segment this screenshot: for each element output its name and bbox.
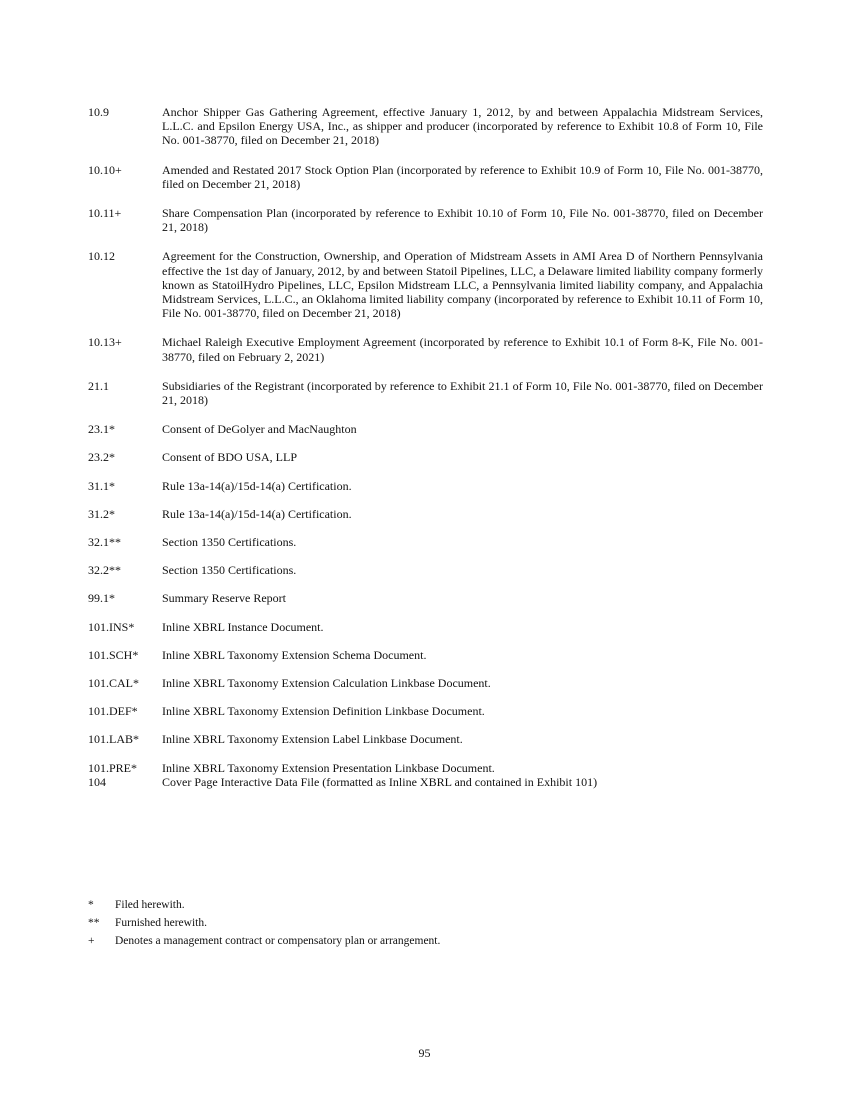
exhibit-description: Section 1350 Certifications. [162,563,297,578]
exhibit-number: 101.INS* [88,619,135,634]
exhibit-number: 101.PRE* [88,760,138,775]
exhibit-description: Subsidiaries of the Registrant (incorporated by reference to Exhibit 21.1 of Form 10, File No. 001-38770, filed on December 21, 2018) [162,378,763,408]
exhibit-description: Anchor Shipper Gas Gathering Agreement, effective January 1, 2012, by and between Appalachia Midstream Services, L.L.C. and Epsilon Energy USA, Inc., as shipper and producer (incorporated by reference to Exhibit 10.8 of Form 10, File No. 001-38770, filed on December 21, 2018) [162,105,763,148]
footnotes [88,898,763,952]
exhibit-number: 10.10+ [88,162,122,177]
exhibit-number: 23.2* [88,450,115,465]
exhibit-row [88,563,763,577]
exhibit-number: 32.2** [88,563,121,578]
exhibit-row [88,450,763,464]
exhibit-number: 10.13+ [88,335,122,350]
exhibit-number: 10.9 [88,105,109,119]
exhibit-row [88,206,763,234]
exhibit-description: Cover Page Interactive Data File (formatted as Inline XBRL and contained in Exhibit 101) [162,774,598,789]
exhibit-row [88,507,763,521]
exhibit-row [88,704,763,718]
exhibit-row [88,761,763,775]
footnote-text: Filed herewith. [115,899,185,911]
footnote [88,934,763,948]
footnote [88,916,763,930]
exhibit-number: 23.1* [88,422,115,437]
exhibit-description: Rule 13a-14(a)/15d-14(a) Certification. [162,506,352,521]
exhibit-description: Consent of DeGolyer and MacNaughton [162,422,357,437]
exhibit-list [88,105,763,789]
exhibit-description: Inline XBRL Instance Document. [162,619,324,634]
exhibit-description: Inline XBRL Taxonomy Extension Calculation Linkbase Document. [162,676,491,691]
footnote-mark: ** [88,917,100,929]
exhibit-description: Inline XBRL Taxonomy Extension Definition Linkbase Document. [162,704,485,719]
exhibit-number: 32.1** [88,535,121,550]
footnote-text: Denotes a management contract or compensatory plan or arrangement. [115,935,441,947]
exhibit-description: Inline XBRL Taxonomy Extension Presentation Linkbase Document. [162,760,495,775]
exhibit-row [88,676,763,690]
exhibit-row [88,479,763,493]
exhibit-number: 99.1* [88,591,115,606]
exhibit-description: Inline XBRL Taxonomy Extension Label Linkbase Document. [162,732,463,747]
exhibit-description: Amended and Restated 2017 Stock Option Plan (incorporated by reference to Exhibit 10.9 of Form 10, File No. 001-38770, filed on December 21, 2018) [162,162,763,191]
exhibit-row [88,335,763,363]
exhibit-description: Summary Reserve Report [162,591,286,606]
exhibit-number: 10.12 [88,249,115,264]
exhibit-row [88,105,763,148]
footnote-mark: + [88,935,95,947]
page-number: 95 [418,1046,431,1060]
exhibit-number: 104 [88,774,106,789]
exhibit-description: Michael Raleigh Executive Employment Agreement (incorporated by reference to Exhibit 10.1 of Form 8-K, File No. 001-38770, filed on February 2, 2021) [162,335,763,364]
exhibit-number: 31.2* [88,506,115,521]
exhibit-number: 101.DEF* [88,704,138,719]
exhibit-row [88,620,763,634]
exhibit-description: Share Compensation Plan (incorporated by reference to Exhibit 10.10 of Form 10, File No. 001-38770, filed on December 21, 2018) [162,206,763,235]
exhibit-description: Inline XBRL Taxonomy Extension Schema Document. [162,647,427,662]
exhibit-number: 10.11+ [88,206,122,221]
exhibit-row [88,249,763,320]
footnote [88,898,763,912]
exhibit-row [88,163,763,191]
exhibit-row [88,591,763,605]
exhibit-row [88,732,763,746]
exhibit-number: 101.SCH* [88,647,139,662]
exhibit-number: 21.1 [88,378,109,393]
footnote-text: Furnished herewith. [115,917,207,929]
exhibit-number: 101.CAL* [88,676,139,691]
exhibit-row [88,775,763,789]
exhibit-row [88,422,763,436]
exhibit-number: 31.1* [88,478,115,493]
footnote-mark: * [88,899,94,911]
exhibit-number: 101.LAB* [88,732,139,747]
exhibit-description: Rule 13a-14(a)/15d-14(a) Certification. [162,478,352,493]
exhibit-row [88,648,763,662]
exhibit-row [88,379,763,407]
exhibit-row [88,535,763,549]
exhibit-description: Agreement for the Construction, Ownership, and Operation of Midstream Assets in AMI Area D of Northern Pennsylvania effective the 1st day of January, 2012, by and between Statoil Pipelines, LLC, a Delaware limited liability company formerly known as StatoilHydro Pipelines, LLC, Epsilon Midstream LLC, a Pennsylvania limited liability company, and Appalachia Midstream Services, L.L.C., an Oklahoma limited liability company (incorporated by reference to Exhibit 10.11 of Form 10, File No. 001-38770, filed on December 21, 2018) [162,249,763,321]
exhibit-description: Consent of BDO USA, LLP [162,450,298,465]
exhibit-description: Section 1350 Certifications. [162,535,297,550]
